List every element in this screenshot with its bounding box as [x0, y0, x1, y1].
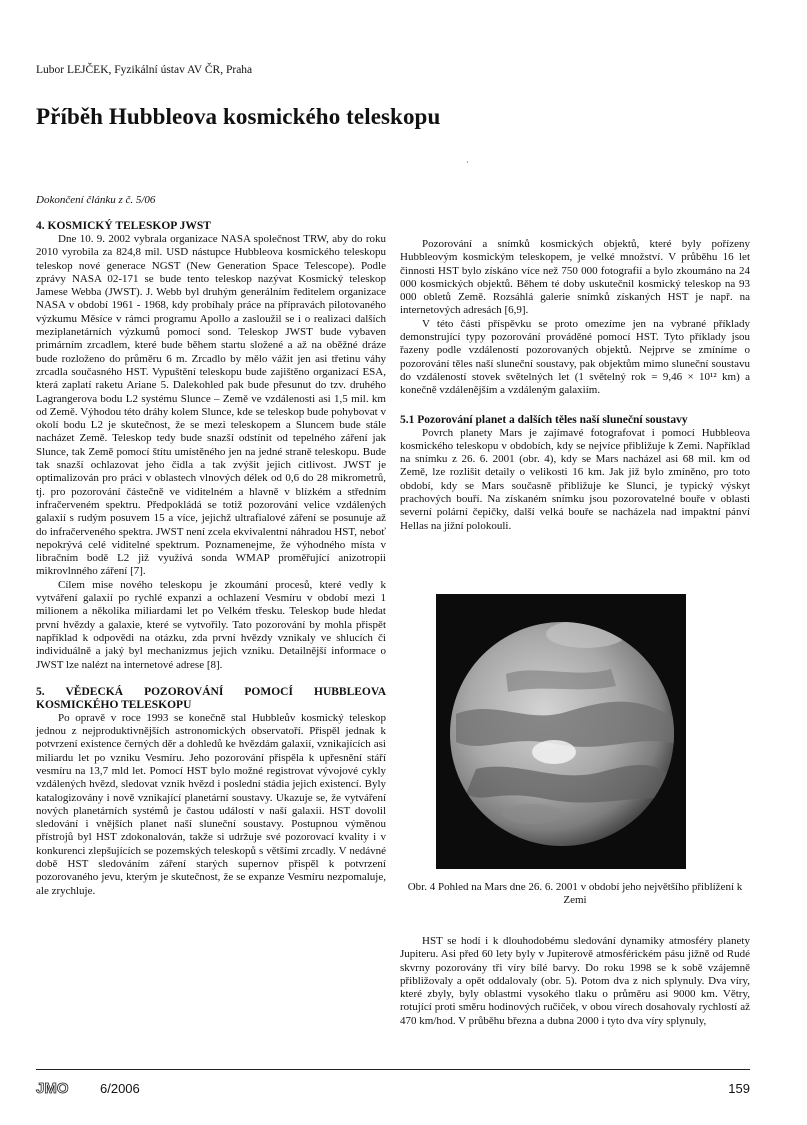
section-5-1-paragraph-2: HST se hodí i k dlouhodobému sledování dynamiky atmosféry planety Jupiteru. Asi před 60 lety byly v Jupiterově atmosférickém pásu jižně od Rudé skvrny pozorovány tři víry bílé barvy. Do roku 1998 se k sobě vzájemně přibližovaly a opět oddalovaly (obr. 5). Potom dva z nich splynuly. Dva víry, které zbyly, byly oblastmi vysokého tlaku o průměru asi 9000 km. Větry, rotující proti směru hodinových ručiček, v obou vírech dosahovaly rychlostí až 470 km/hod. V průběhu března a dubna 2000 i tyto dva víry splynuly, [400, 935, 750, 1027]
section-5-1-heading: 5.1 Pozorování planet a dalších těles naší sluneční soustavy [400, 413, 688, 426]
continued-note: Dokončení článku z č. 5/06 [36, 194, 156, 206]
section-5-heading: 5. VĚDECKÁ POZOROVÁNÍ POMOCÍ HUBBLEOVA KOSMICKÉHO TELESKOPU [36, 685, 386, 711]
mars-photo [436, 594, 686, 869]
right-column-lower [400, 935, 750, 1028]
footer-rule [36, 1069, 750, 1070]
figure-caption: Obr. 4 Pohled na Mars dne 26. 6. 2001 v období jeho největšího přiblížení k Zemi [407, 881, 743, 906]
page-number: 159 [728, 1081, 750, 1096]
stray-dot: · [466, 158, 469, 167]
section-4-paragraph-2: Cílem mise nového teleskopu je zkoumání procesů, které vedly k vytváření galaxií po rychlé expanzi a ochlazení Vesmíru v období mezi 1 milionem a několika miliardami let po Velkém třesku. Teleskop bude hledat první hvězdy a galaxie, které se vytvořily. Tato pozorování by mohla přispět například k odpovědi na otázku, zda první hvězdy vznikaly ve shlucích či individuálně a jaký byl mechanizmus jejich vzniku. Detailnější informace o JWST lze nalézt na internetové adrese [8]. [36, 578, 386, 671]
section-5-1-paragraph-1: Povrch planety Mars je zajímavé fotografovat i pomocí Hubbleova kosmického teleskopu v obdobích, kdy se nejvíce přibližuje k Zemi. Například na snímku z 26. 6. 2001 (obr. 4), kdy se Mars nacházel asi 68 mil. km od Země, lze rozlišit detaily o velikosti 16 km. Jak již bylo zmíněno, pro toto období, kdy se Mars současně přibližuje ke Slunci, je typický výskyt prachových bouří. Na získaném snímku jsou pozorovatelné bouře v oblasti severní polární čepičky, další velká bouře se nacházela nad impaktní pánví Hellas na jižní polokouli. [400, 426, 750, 532]
right-column [400, 238, 750, 533]
issue-number: 6/2006 [100, 1081, 140, 1096]
section-4-paragraph-1: Dne 10. 9. 2002 vybrala organizace NASA společnost TRW, aby do roku 2010 vyrobila za 824,8 mil. USD nástupce Hubbleova kosmického teleskopu teleskop nové generace NGST (New Generation Space Telescope). Podle zprávy NASA 02-171 se bude tento teleskop nazývat Kosmický teleskop Jamese Webba (JWST). J. Webb byl druhým generálním ředitelem organizace NASA v období 1961 - 1968, kdy probíhaly práce na přípravách pilotovaného výzkumu Měsíce v rámci programu Apollo a zasloužil se i o realizaci dalších meziplanetárních výzkumů pomocí sond. Teleskop JWST bude vybaven primárním zrcadlem, které bude během startu složené a až na oběžné dráze bude rozloženo do průměru 6 m. Zrcadlo by mělo vážit jen asi třetinu váhy zrcadla současného HST. Vypuštění teleskopu bude zajištěno organizací ESA, která zaplatí raketu Ariane 5. Dalekohled pak bude přesunut do tzv. druhého Lagrangerova bodu L2 systému Slunce – Země ve vzdálenosti asi 1,5 mil. km od Země. Výhodou této dráhy kolem Slunce, kde se teleskop bude pohybovat v okolí bodu L2 je skutečnost, že se mezi teleskopem a Sluncem bude stále nacházet Země. Teleskop tedy bude snazší odstínit od tepelného záření jak Slunce, tak Země pomocí štítu umístěného jen na jedné straně teleskopu. Bude tak snazší ochlazovat jeho čidla a tak zvýšit jejich citlivost. JWST je optimalizován pro práci v oblastech vlnových délek od 0,6 do 28 mikrometrů, tj. pro pozorování částečně ve viditelném a hlavně v blízkém a středním infračerveném spektru. Předpokládá se totiž pozorování velice vzdálených galaxií s rudým posuvem 15 a více, jejichž ultrafialové záření se posunuje až do infračerveného spektra. JWST není zcela ekvivalentní náhradou HST, neboť nepokrývá celé viditelné spektrum. Poznamenejme, že výhodného místa v libračním bodě L2 již využívá sonda WMAP proměřující anizotropii mikrovlnného záření [7]. [36, 233, 386, 578]
section-5-paragraph-2: Pozorování a snímků kosmických objektů, které byly pořízeny Hubbleovým kosmickým teleskopem, je velké množství. V průběhu 16 let činnosti HST bylo získáno více než 750 000 fotografií a bylo zkoumáno na 24 000 kosmických objektů. Během té doby uskutečnil kosmický teleskop na 93 000 obletů Země. Rozsáhlá galerie snímků získaných HST je např. na internetových adresách [6,9]. [400, 238, 750, 317]
section-5-paragraph-1: Po opravě v roce 1993 se konečně stal Hubbleův kosmický teleskop jednou z nejproduktivnějších astronomických observatoří. Přispěl jednak k potvrzení existence černých děr a dohledů ke hvězdám galaxií, vznikajících asi miliardu let po vzniku Vesmíru. Jeho pozorování přispěla k upřesnění stáří vesmíru na 13,7 mld let. Pomocí HST bylo možné registrovat vývojové cykly vzdálených hvězd, sledovat vznik hvězd i poslední stádia jejich existencí. Byly katalogizovány i nově vznikající planetární soustavy. Ukazuje se, že vytváření nových planetárních systémů je častou událostí v naší galaxii. HST dovolil sledování i vnějších planet naší sluneční soustavy. Postupnou výměnou přístrojů byl HST zdokonalován, takže si udržuje své pozorovací kvality i v konkurenci zlepšujících se pozemských teleskopů s většími zrcadly. V nedávné době HST sledováním záření starých supernov přispěl k potvrzení pozorovaného jevu, kterým je skutečnost, že se expanze Vesmíru nezpomaluje, ale zrychluje. [36, 711, 386, 897]
author-line: Lubor LEJČEK, Fyzikální ústav AV ČR, Praha [36, 64, 253, 76]
mars-image [436, 594, 686, 869]
section-4-heading: 4. KOSMICKÝ TELESKOP JWST [36, 220, 211, 232]
journal-logo: JMO [36, 1080, 69, 1097]
section-5-paragraph-3: V této části příspěvku se proto omezíme jen na vybrané příklady demonstrující typy pozorování prováděné pomocí HST. Tyto příklady jsou řazeny podle vzdáleností pozorovaných objektů. Nejprve se zmíníme o pozorování těles naší sluneční soustavy, pak objektům mimo sluneční soustavu do vzdáleností stovek světelných let (1 světelný rok = 9,46 × 10¹² km) a konečně vzdálenějším a vzdáleným galaxiím. [400, 317, 750, 397]
article-title: Příběh Hubbleova kosmického teleskopu [36, 104, 441, 129]
left-column [36, 220, 386, 898]
